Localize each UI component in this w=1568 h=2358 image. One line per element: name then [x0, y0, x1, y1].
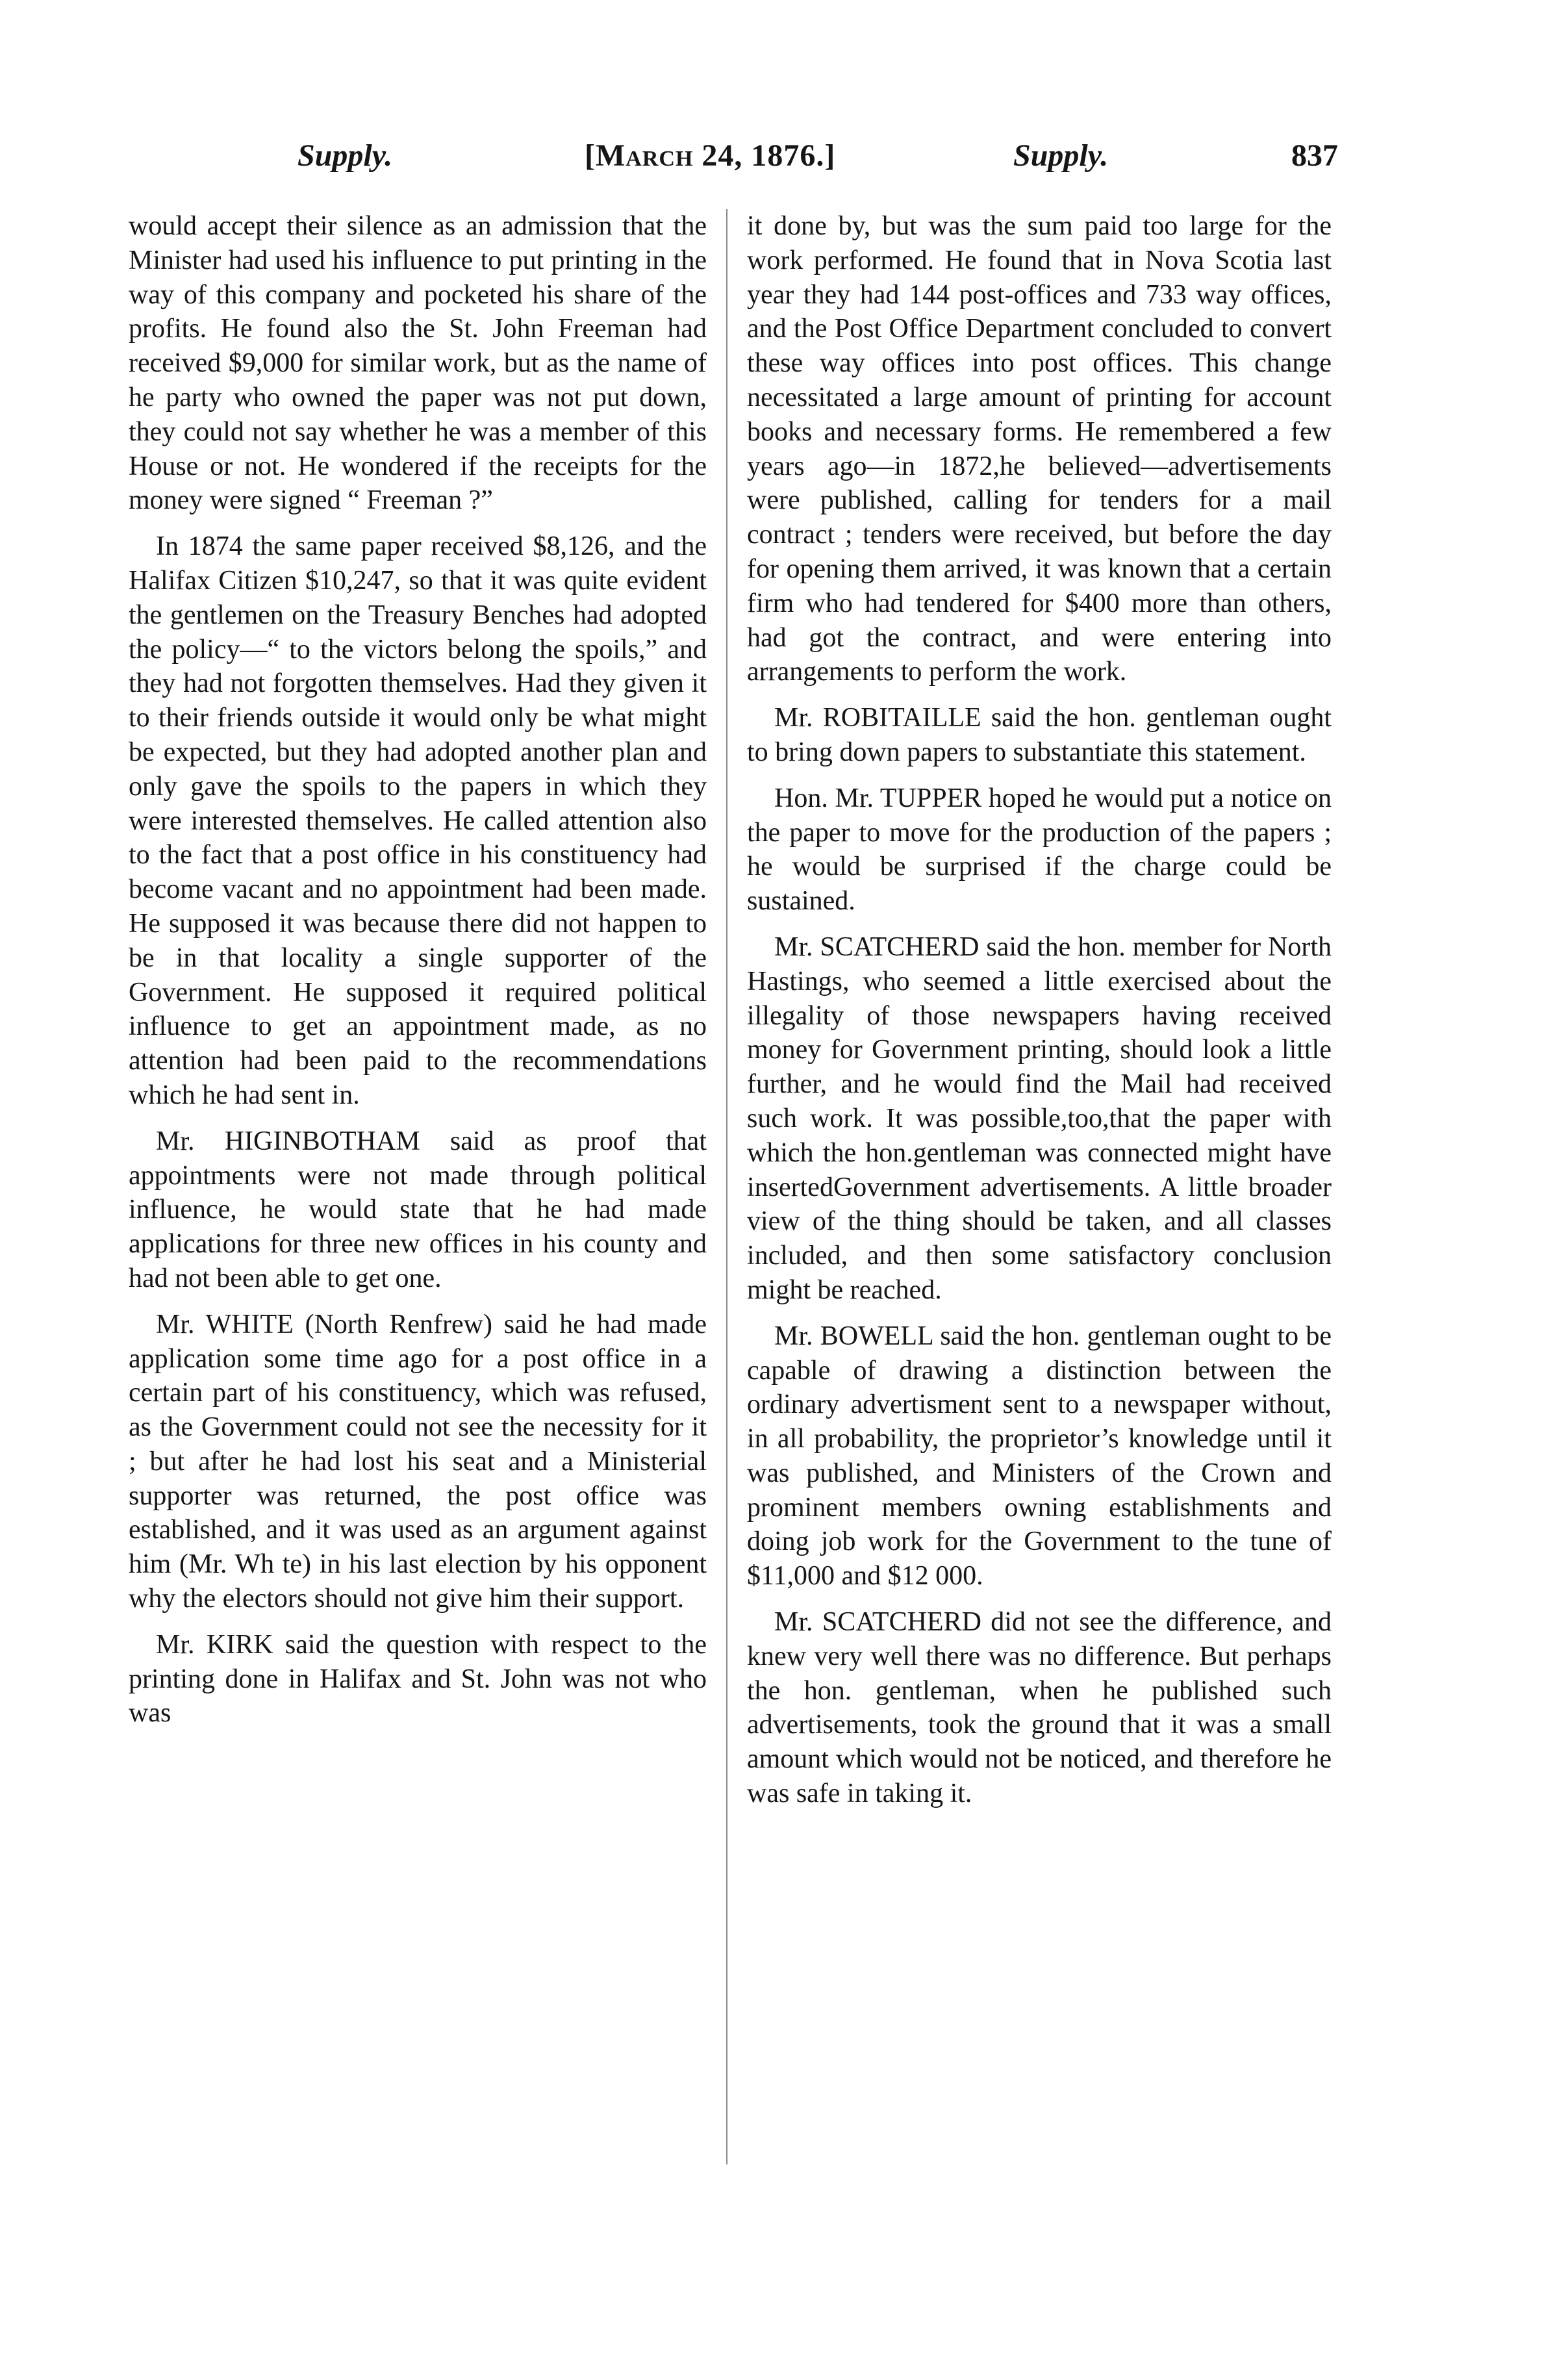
paragraph: Mr. SCATCHERD said the hon. member for North Hastings, who seemed a little exercised about the illegality of those newspapers having received money for Government printing, should look a little further, and he would find the Mail had received such work. It was possible,too,that the paper with which the hon.gentleman was connected might have insertedGovernment advertisements. A little broader view of the thing should be taken, and all classes included, and then some satisfactory conclusion might be reached. — [747, 932, 1332, 1305]
paragraph: Mr. KIRK said the question with respect to the printing done in Halifax and St. John was not who was — [129, 1629, 707, 1729]
page-number: 837 — [1291, 138, 1338, 173]
header-section-left: Supply. — [297, 138, 393, 173]
paragraph: In 1874 the same paper received $8,126, and the Halifax Citizen $10,247, so that it was quite evident the gentlemen on the Treasury Benches had adopted the policy—“ to the victors belong the spoils,” and they had not forgotten themselves. Had they given it to their friends outside it would only be what might be expected, but they had adopted another plan and only gave the spoils to the papers in which they were interested themselves. He called attention also to the fact that a post office in his constituency had become vacant and no appointment had been made. He supposed it was because there did not happen to be in that locality a single supporter of the Government. He supposed it required political influence to get an appointment made, as no attention had been paid to the recommendations which he had sent in. — [129, 531, 707, 1110]
header-section-right: Supply. — [1013, 138, 1109, 173]
header-date: [March 24, 1876.] — [585, 138, 836, 173]
paragraph: would accept their silence as an admission that the Minister had used his influence to put printing in the way of this company and pocketed his share of the profits. He found also the St. John Freeman had received $9,000 for similar work, but as the name of he party who owned the paper was not put down, they could not say whether he was a member of this House or not. He wondered if the receipts for the money were signed “ Freeman ?” — [129, 211, 707, 516]
paragraph: Mr. BOWELL said the hon. gentleman ought to be capable of drawing a distinction between the ordinary advertisment sent to a newspaper without, in all probability, the proprietor’s knowledge until it was published, and Ministers of the Crown and prominent members owning establishments and doing job work for the Government to the tune of $11,000 and $12 000. — [747, 1321, 1332, 1591]
paragraph: Mr. WHITE (North Renfrew) said he had made application some time ago for a post office in a certain part of his constituency, which was refused, as the Government could not see the necessity for it ; but after he had lost his seat and a Ministerial supporter was returned, the post office was established, and it was used as an argument against him (Mr. Wh te) in his last election by his opponent why the electors should not give him their support. — [129, 1309, 707, 1614]
left-column — [129, 209, 707, 1742]
column-divider — [726, 209, 727, 2164]
paragraph: Mr. ROBITAILLE said the hon. gentleman ought to bring down papers to substantiate this statement. — [747, 703, 1332, 767]
paragraph: Mr. HIGINBOTHAM said as proof that appointments were not made through political influence, he would state that he had made applications for three new offices in his county and had not been able to get one. — [129, 1126, 707, 1293]
paragraph: Hon. Mr. TUPPER hoped he would put a notice on the paper to move for the production of the papers ; he would be surprised if the charge could be sustained. — [747, 783, 1332, 917]
paragraph: it done by, but was the sum paid too large for the work performed. He found that in Nova Scotia last year they had 144 post-offices and 733 way offices, and the Post Office Department concluded to convert these way offices into post offices. This change necessitated a large amount of printing for account books and necessary forms. He remembered a few years ago—in 1872,he believed—advertisements were published, calling for tenders for a mail contract ; tenders were received, but before the day for opening them arrived, it was known that a certain firm who had tendered for $400 more than others, had got the contract, and were entering into arrangements to perform the work. — [747, 211, 1332, 687]
running-header — [123, 130, 1338, 188]
paragraph: Mr. SCATCHERD did not see the difference, and knew very well there was no difference. But perhaps the hon. gentleman, when he published such advertisements, took the ground that it was a small amount which would not be noticed, and therefore he was safe in taking it. — [747, 1607, 1332, 1809]
right-column — [747, 209, 1332, 1823]
